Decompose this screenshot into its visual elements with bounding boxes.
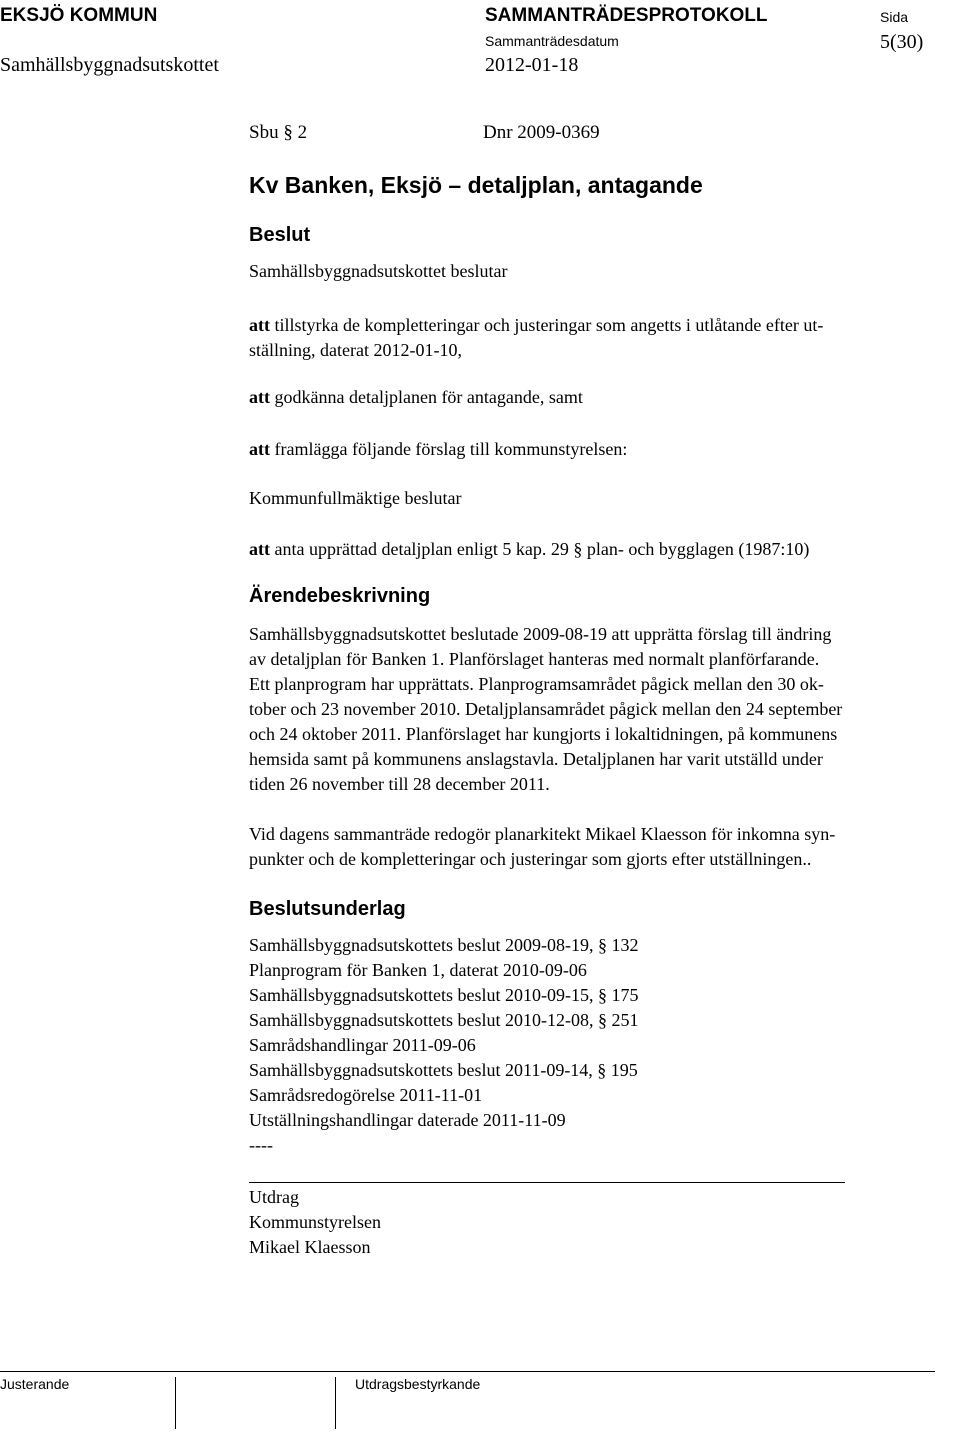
beslut-item-1-cont: ställning, daterat 2012-01-10,: [249, 340, 462, 360]
att-keyword: att: [249, 439, 270, 459]
utdrag-block: [249, 1185, 381, 1260]
arende-heading: Ärendebeskrivning: [249, 585, 431, 607]
committee-name: Samhällsbyggnadsutskottet: [0, 54, 219, 76]
recipient: Mikael Klaesson: [249, 1237, 371, 1257]
text-line: punkter och de kompletteringar och justeringar som gjorts efter utställningen..: [249, 849, 812, 869]
list-item: Samhällsbyggnadsutskottets beslut 2009-08-19, § 132: [249, 935, 639, 955]
text-line: av detaljplan för Banken 1. Planförslaget hanteras med normalt planförfarande.: [249, 649, 820, 669]
att-keyword: att: [249, 539, 270, 559]
end-mark: ----: [249, 1135, 273, 1155]
kf-intro: Kommunfullmäktige beslutar: [249, 488, 462, 508]
text-line: Samhällsbyggnadsutskottet beslutade 2009-08-19 att upprätta förslag till ändring: [249, 624, 832, 644]
page-label: Sida: [880, 9, 909, 25]
paragraph-ref: Sbu § 2: [249, 122, 308, 143]
case-title: Kv Banken, Eksjö – detaljplan, antagande: [249, 172, 703, 198]
text-line: tiden 26 november till 28 december 2011.: [249, 774, 550, 794]
underlag-list: [249, 933, 638, 1158]
case-dnr: Dnr 2009-0369: [483, 122, 600, 143]
list-item: Planprogram för Banken 1, daterat 2010-09-06: [249, 960, 587, 980]
text-line: Vid dagens sammanträde redogör planarkitekt Mikael Klaesson för inkomna syn-: [249, 824, 836, 844]
page-number: 5(30): [880, 31, 924, 53]
org-name: EKSJÖ KOMMUN: [0, 5, 158, 26]
arende-paragraph-2: [249, 822, 835, 872]
footer-rule: [0, 1371, 935, 1372]
recipient: Kommunstyrelsen: [249, 1212, 381, 1232]
list-item: Samhällsbyggnadsutskottets beslut 2011-09-14, § 195: [249, 1060, 638, 1080]
meeting-date: 2012-01-18: [485, 54, 579, 76]
list-item: Samrådsredogörelse 2011-11-01: [249, 1085, 483, 1105]
utdrag-heading: Utdrag: [249, 1187, 299, 1207]
utdragsbestyrkande-label: Utdragsbestyrkande: [355, 1376, 481, 1392]
beslut-item-3: [249, 437, 627, 462]
att-keyword: att: [249, 387, 270, 407]
document-type: SAMMANTRÄDESPROTOKOLL: [485, 5, 768, 26]
beslut-item-1: [249, 313, 823, 338]
beslut-item-text: godkänna detaljplanen för antagande, samt: [270, 387, 583, 407]
beslut-item-text: tillstyrka de kompletteringar och justeringar som angetts i utlåtande efter ut-: [270, 315, 824, 335]
separator-line: [249, 1182, 845, 1183]
beslut-item-2: [249, 385, 583, 410]
text-line: och 24 oktober 2011. Planförslaget har kungjorts i lokaltidningen, på kommunens: [249, 724, 838, 744]
list-item: Utställningshandlingar daterade 2011-11-09: [249, 1110, 566, 1130]
list-item: Samhällsbyggnadsutskottets beslut 2010-12-08, § 251: [249, 1010, 639, 1030]
kf-item: [249, 537, 809, 562]
text-line: hemsida samt på kommunens anslagstavla. Detaljplanen har varit utställd under: [249, 749, 823, 769]
justerande-label: Justerande: [0, 1376, 70, 1392]
list-item: Samrådshandlingar 2011-09-06: [249, 1035, 476, 1055]
att-keyword: att: [249, 315, 270, 335]
beslut-intro: Samhällsbyggnadsutskottet beslutar: [249, 261, 508, 281]
signature-box-divider: [335, 1377, 336, 1429]
text-line: Ett planprogram har upprättats. Planprogramsamrådet pågick mellan den 30 ok-: [249, 674, 824, 694]
underlag-heading: Beslutsunderlag: [249, 898, 406, 920]
text-line: tober och 23 november 2010. Detaljplansamrådet pågick mellan den 24 september: [249, 699, 843, 719]
kf-item-text: anta upprättad detaljplan enligt 5 kap. 29 § plan- och bygglagen (1987:10): [270, 539, 810, 559]
list-item: Samhällsbyggnadsutskottets beslut 2010-09-15, § 175: [249, 985, 639, 1005]
beslut-item-text: framlägga följande förslag till kommunstyrelsen:: [270, 439, 628, 459]
date-label: Sammanträdesdatum: [485, 33, 619, 49]
arende-paragraph-1: [249, 622, 842, 797]
signature-box-divider: [175, 1377, 176, 1429]
beslut-heading: Beslut: [249, 224, 311, 246]
